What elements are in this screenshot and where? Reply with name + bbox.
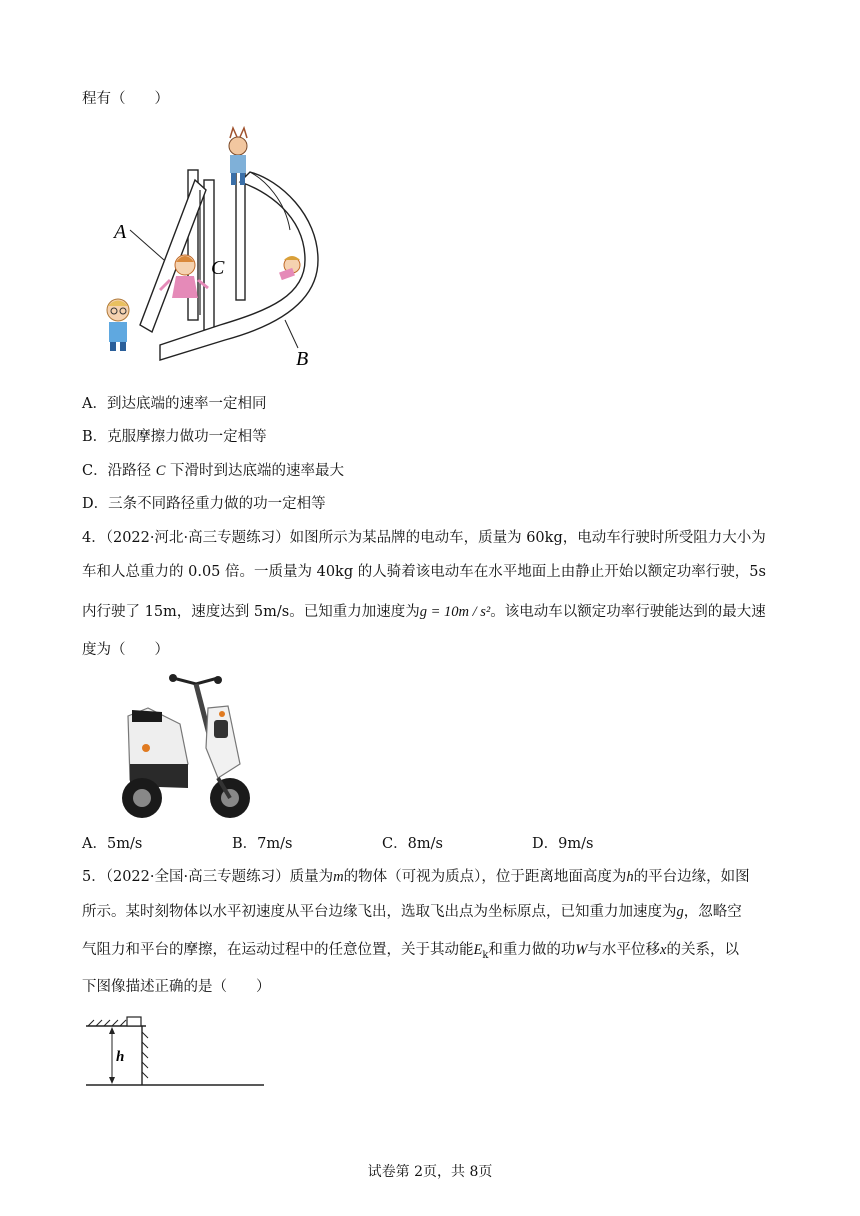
q3-option-c: C．沿路径 C 下滑时到达底端的速率最大 <box>82 463 344 479</box>
label-h: h <box>116 1049 125 1065</box>
child-figure-bottom <box>107 299 129 351</box>
child-figure-right <box>279 256 300 280</box>
q4-line-3: 内行驶了 15m，速度达到 5m/s。已知重力加速度为g = 10m / s²。该电动车以额定功率行驶能达到的最大速 <box>82 604 766 620</box>
q3-option-a: A．到达底端的速率一定相同 <box>82 396 267 412</box>
q4-line-1: 4．（2022·河北·高三专题练习）如图所示为某品牌的电动车，质量为 60kg，电动车行驶时所受阻力大小为 <box>82 530 766 546</box>
label-B: B <box>296 348 309 370</box>
q3-option-b: B．克服摩擦力做功一定相等 <box>82 429 267 445</box>
q3-question-tail: 程有（ ） <box>82 91 169 107</box>
q4-option-d: D．9m/s <box>532 836 594 852</box>
q5-line-2: 所示。某时刻物体以水平初速度从平台边缘飞出，选取飞出点为坐标原点，已知重力加速度为g，忽略空 <box>82 904 742 920</box>
platform-figure <box>80 1010 270 1090</box>
q4-option-a: A．5m/s <box>82 836 143 852</box>
q5-line-3: 气阻力和平台的摩擦，在运动过程中的任意位置，关于其动能$E_k$和重力做的功W与水平位移x的关系，以 <box>82 942 739 961</box>
q4-line-4: 度为（ ） <box>82 642 169 658</box>
q4-option-c: C．8m/s <box>382 836 443 852</box>
q5-line-4: 下图像描述正确的是（ ） <box>82 979 271 995</box>
label-A: A <box>114 221 127 243</box>
slide-figure <box>100 120 330 375</box>
q5-line-1: 5．（2022·全国·高三专题练习）质量为m的物体（可视为质点），位于距离地面高度为h的平台边缘，如图 <box>82 869 750 885</box>
label-C: C <box>211 257 225 279</box>
q4-option-b: B．7m/s <box>232 836 293 852</box>
q3-option-d: D．三条不同路径重力做的功一定相等 <box>82 496 326 512</box>
q4-line-2: 车和人总重力的 0.05 倍。一质量为 40kg 的人骑着该电动车在水平地面上由静止开始以额定功率行驶，5s <box>82 564 766 580</box>
electric-scooter-image <box>118 668 258 826</box>
page-footer: 试卷第 2页，共 8页 <box>367 1164 493 1180</box>
